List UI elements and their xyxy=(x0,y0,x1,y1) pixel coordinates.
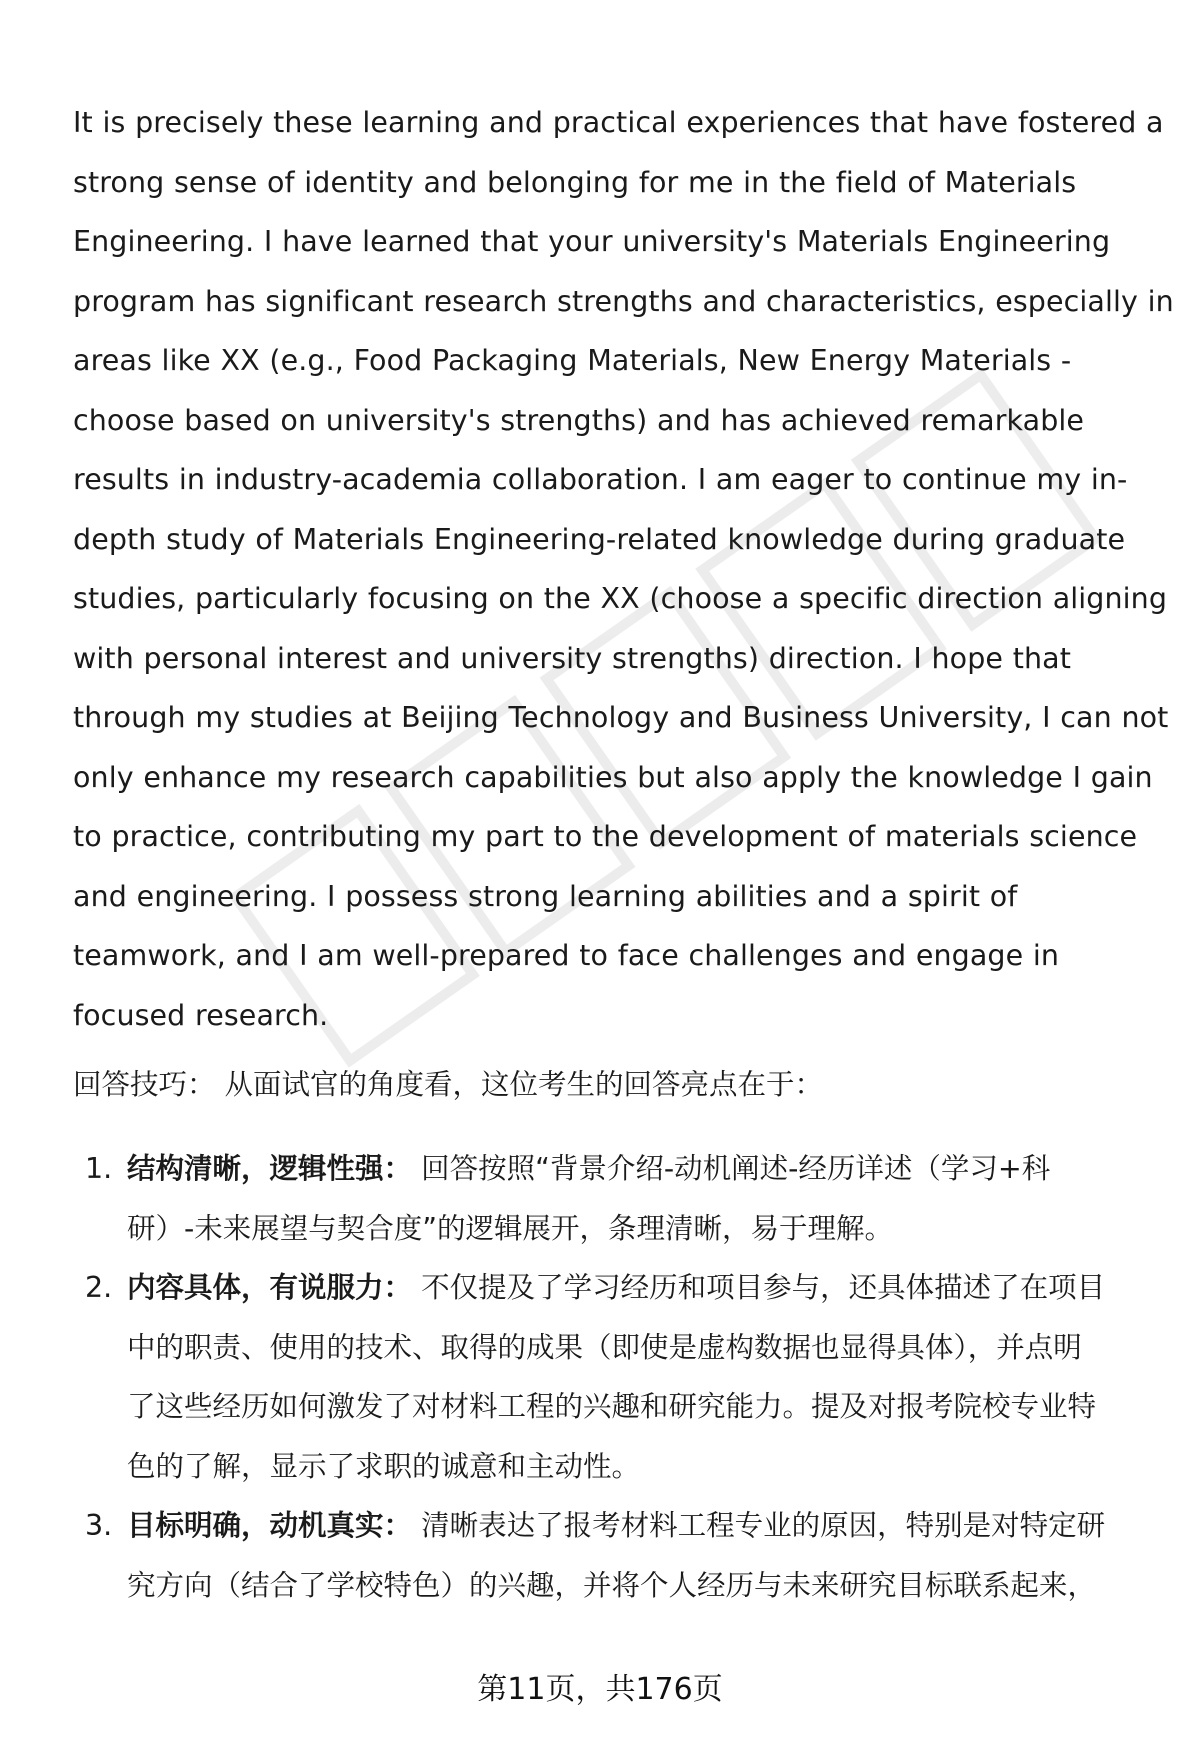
text-line: areas like XX (e.g., Food Packaging Materials, New Energy Materials - xyxy=(73,344,1072,377)
point-text: 清晰表达了报考材料工程专业的原因，特别是对特定研 xyxy=(412,1509,1106,1542)
text-line: 研）-未来展望与契合度”的逻辑展开，条理清晰，易于理解。 xyxy=(127,1211,894,1245)
text-line: 究方向（结合了学校特色）的兴趣，并将个人经历与未来研究目标联系起来， xyxy=(127,1568,1097,1602)
document-page xyxy=(73,93,1174,1615)
body-paragraph xyxy=(73,93,1174,1045)
text-line: depth study of Materials Engineering-related knowledge during graduate xyxy=(73,522,1126,556)
text-line: studies, particularly focusing on the XX (choose a specific direction aligning xyxy=(73,582,1168,615)
text-line: only enhance my research capabilities but also apply the knowledge I gain xyxy=(73,760,1153,794)
list-number: 1. xyxy=(85,1152,113,1185)
point-text: 不仅提及了学习经历和项目参与，还具体描述了在项目 xyxy=(412,1271,1106,1304)
point-title: 内容具体，有说服力： xyxy=(127,1271,413,1304)
text-line: teamwork, and I am well-prepared to face challenges and engage in xyxy=(73,939,1060,972)
text-line: with personal interest and university strengths) direction. I hope that xyxy=(73,641,1071,675)
point-title: 结构清晰，逻辑性强： xyxy=(127,1152,413,1185)
text-line: focused research. xyxy=(73,998,329,1032)
text-line: 中的职责、使用的技术、取得的成果（即使是虚构数据也显得具体），并点明 xyxy=(127,1330,1082,1364)
text-line: 了这些经历如何激发了对材料工程的兴趣和研究能力。提及对报考院校专业特 xyxy=(127,1390,1097,1423)
text-line: and engineering. I possess strong learning abilities and a spirit of xyxy=(73,879,1018,913)
tips-intro: 回答技巧： 从面试官的角度看，这位考生的回答亮点在于： xyxy=(73,1068,824,1101)
highlight-list xyxy=(73,1139,1153,1615)
text-line: It is precisely these learning and practical experiences that have fostered a xyxy=(73,106,1164,139)
text-line: to practice, contributing my part to the development of materials science xyxy=(73,820,1138,853)
list-item xyxy=(73,1139,1153,1258)
text-line: through my studies at Beijing Technology and Business University, I can not xyxy=(73,701,1169,734)
text-line: choose based on university's strengths) and has achieved remarkable xyxy=(73,403,1085,437)
text-line xyxy=(127,1496,1153,1556)
text-line: Engineering. I have learned that your university's Materials Engineering xyxy=(73,225,1111,258)
text-line xyxy=(127,1258,1153,1318)
point-text: 回答按照“背景介绍-动机阐述-经历详述（学习+科 xyxy=(412,1152,1051,1185)
text-line: results in industry-academia collaboration. I am eager to continue my in- xyxy=(73,463,1128,496)
text-line: strong sense of identity and belonging for me in the field of Materials xyxy=(73,165,1077,199)
list-number: 3. xyxy=(85,1509,113,1542)
point-title: 目标明确，动机真实： xyxy=(127,1509,413,1542)
text-line xyxy=(127,1139,1153,1199)
text-line: program has significant research strengths and characteristics, especially in xyxy=(73,284,1174,318)
list-item xyxy=(73,1258,1153,1496)
text-line: 色的了解，显示了求职的诚意和主动性。 xyxy=(127,1449,641,1483)
page-footer: 第11页，共176页 xyxy=(477,1672,723,1707)
list-item xyxy=(73,1496,1153,1615)
list-number: 2. xyxy=(85,1271,113,1304)
